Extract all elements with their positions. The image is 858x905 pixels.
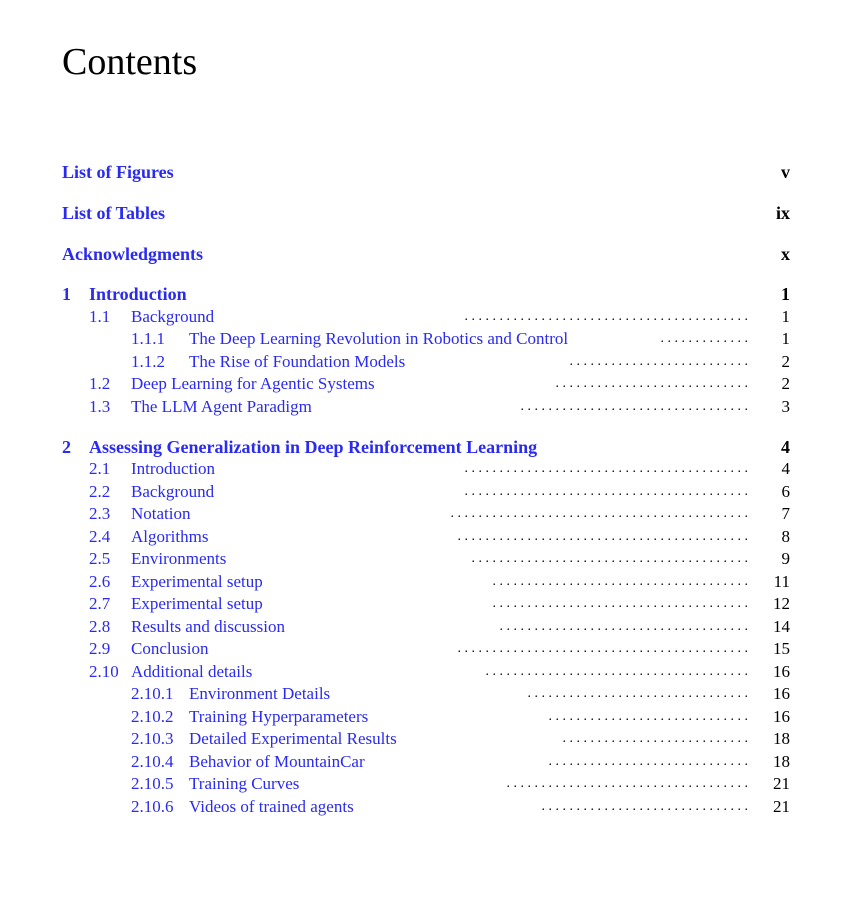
toc-entry-number[interactable]: 2.5 — [89, 549, 111, 568]
leader-dots: . . . . . . . . . . . . . . . . . . . . . . . . . . . . . . . . — [527, 686, 748, 701]
toc-entry-page: 2 — [781, 352, 790, 371]
toc-entry-number[interactable]: 2.2 — [89, 482, 111, 501]
toc-entry-page: x — [781, 244, 790, 264]
toc-entry-number[interactable]: 2.10.5 — [131, 774, 174, 793]
toc-entry-number[interactable]: 2.9 — [89, 639, 111, 658]
toc-entry-title[interactable]: Experimental setup — [131, 594, 263, 613]
toc-entry-number[interactable]: 2.4 — [89, 527, 111, 546]
toc-entry-page: 15 — [773, 639, 790, 658]
toc-entry[interactable] — [0, 202, 858, 224]
toc-entry-number[interactable]: 2.10.2 — [131, 707, 174, 726]
toc-entry[interactable] — [0, 728, 858, 750]
toc-entry-title[interactable]: Notation — [131, 504, 191, 523]
toc-entry-page: 18 — [773, 729, 790, 748]
toc-entry[interactable] — [0, 571, 858, 593]
toc-entry-page: 14 — [773, 617, 790, 636]
toc-entry-title[interactable]: Acknowledgments — [62, 244, 204, 264]
toc-entry-number[interactable]: 2.7 — [89, 594, 111, 613]
toc-entry[interactable] — [0, 328, 858, 350]
leader-dots: . . . . . . . . . . . . . . . . . . . . . . . . . . . . . . . . . . . . . . . . . . . — [450, 506, 748, 521]
leader-dots: . . . . . . . . . . . . . . . . . . . . . . . . . . . . . . — [541, 799, 748, 814]
toc-entry-title[interactable]: Training Curves — [189, 774, 300, 793]
leader-dots: . . . . . . . . . . . . . . . . . . . . . . . . . . . . . . . . . . . — [506, 776, 748, 791]
toc-entry-number[interactable]: 1.2 — [89, 374, 111, 393]
toc-entry-title[interactable]: Introduction — [131, 459, 216, 478]
toc-entry-page: 7 — [781, 504, 790, 523]
toc-entry[interactable] — [0, 243, 858, 265]
toc-entry-number[interactable]: 1.1 — [89, 307, 111, 326]
toc-entry-title[interactable]: The LLM Agent Paradigm — [131, 397, 312, 416]
toc-entry-page: 12 — [773, 594, 790, 613]
toc-entry-page: 21 — [773, 774, 790, 793]
toc-entry[interactable] — [0, 161, 858, 183]
toc-entry-title[interactable]: Additional details — [131, 662, 253, 681]
toc-entry-title[interactable]: Training Hyperparameters — [189, 707, 369, 726]
toc-entry[interactable] — [0, 796, 858, 818]
leader-dots: . . . . . . . . . . . . . . . . . . . . . . . . . . . . . . . . . . . . . . . . — [471, 551, 748, 566]
toc-entry-page: 18 — [773, 752, 790, 771]
toc-entry-page: ix — [775, 203, 790, 223]
leader-dots: . . . . . . . . . . . . . . . . . . . . . . . . . . . . . . . . . . . . . . . . . — [464, 461, 748, 476]
toc-entry-number[interactable]: 2.10.3 — [131, 729, 174, 748]
toc-entry-page: 1 — [781, 307, 790, 326]
toc-entry-number[interactable]: 2.10.1 — [131, 684, 174, 703]
toc-entry-page: 16 — [773, 707, 790, 726]
toc-entry-title[interactable]: Conclusion — [131, 639, 209, 658]
leader-dots: . . . . . . . . . . . . . . . . . . . . . . . . . . . . . . . . . . . . . . . . . — [464, 484, 748, 499]
leader-dots: . . . . . . . . . . . . . . . . . . . . . . . . . . . . . — [548, 754, 748, 769]
toc-entry[interactable] — [0, 526, 858, 548]
toc-entry-page: 1 — [781, 329, 790, 348]
toc-entry-title[interactable]: The Deep Learning Revolution in Robotics and Control — [189, 329, 569, 348]
toc-entry-number[interactable]: 2.1 — [89, 459, 111, 478]
toc-entry-title[interactable]: Background — [131, 307, 215, 326]
toc-entry-number[interactable]: 2.10.4 — [131, 752, 174, 771]
toc-entry-number[interactable]: 2.6 — [89, 572, 111, 591]
toc-entry-title[interactable]: Behavior of MountainCar — [189, 752, 365, 771]
toc-entry[interactable] — [0, 638, 858, 660]
toc-entry-title[interactable]: List of Figures — [62, 162, 174, 182]
toc-entry-page: 21 — [773, 797, 790, 816]
leader-dots: . . . . . . . . . . . . . . . . . . . . . . . . . . . . . . . . . — [520, 399, 748, 414]
toc-entry-page: 6 — [781, 482, 790, 501]
toc-entry-title[interactable]: Environment Details — [189, 684, 331, 703]
toc-entry-title[interactable]: The Rise of Foundation Models — [189, 352, 406, 371]
toc-entry-number[interactable]: 2.10.6 — [131, 797, 174, 816]
toc-entry[interactable] — [0, 593, 858, 615]
toc-entry[interactable] — [0, 751, 858, 773]
toc-entry[interactable] — [0, 351, 858, 373]
leader-dots: . . . . . . . . . . . . . . . . . . . . . . . . . . . . . . . . . . . . . . . . . . — [457, 641, 748, 656]
toc-entry-title[interactable]: Experimental setup — [131, 572, 263, 591]
toc-entry-number[interactable]: 2 — [62, 437, 71, 457]
toc-entry-page: 4 — [781, 437, 790, 457]
leader-dots: . . . . . . . . . . . . . . . . . . . . . . . . . . . . — [555, 376, 748, 391]
toc-entry-page: 1 — [781, 284, 790, 304]
leader-dots: . . . . . . . . . . . . . . . . . . . . . . . . . . . . . . . . . . . . . . — [485, 664, 748, 679]
toc-entry[interactable] — [0, 306, 858, 328]
toc-entry-page: 3 — [781, 397, 790, 416]
toc-entry-number[interactable]: 2.8 — [89, 617, 111, 636]
toc-entry-title[interactable]: List of Tables — [62, 203, 166, 223]
toc-entry[interactable] — [0, 548, 858, 570]
toc-entry-page: v — [781, 162, 790, 182]
page-title: Contents — [62, 41, 198, 83]
leader-dots: . . . . . . . . . . . . . . . . . . . . . . . . . . . . . . . . . . . . . — [492, 574, 748, 589]
leader-dots: . . . . . . . . . . . . . . . . . . . . . . . . . . . . . . . . . . . . — [499, 619, 748, 634]
toc-entry-page: 9 — [781, 549, 790, 568]
toc-entry-title[interactable]: Environments — [131, 549, 227, 568]
toc-entry[interactable] — [0, 458, 858, 480]
toc-entry-number[interactable]: 2.10 — [89, 662, 119, 681]
toc-entry-title[interactable]: Results and discussion — [131, 617, 285, 636]
leader-dots: . . . . . . . . . . . . . . . . . . . . . . . . . . — [569, 354, 748, 369]
leader-dots: . . . . . . . . . . . . . . . . . . . . . . . . . . . . . . . . . . . . . . . . . . — [457, 529, 748, 544]
toc-entry-page: 11 — [773, 572, 790, 591]
leader-dots: . . . . . . . . . . . . . . . . . . . . . . . . . . . . . — [548, 709, 748, 724]
toc-entry[interactable] — [0, 616, 858, 638]
toc-entry-number[interactable]: 1.3 — [89, 397, 111, 416]
toc-entry-title[interactable]: Algorithms — [131, 527, 209, 546]
toc-entry[interactable] — [0, 683, 858, 705]
toc-entry-title[interactable]: Background — [131, 482, 215, 501]
toc-entry-title[interactable]: Detailed Experimental Results — [189, 729, 397, 748]
leader-dots: . . . . . . . . . . . . . . . . . . . . . . . . . . . . . . . . . . . . . . . . . — [464, 309, 748, 324]
toc-entry-page: 16 — [773, 662, 790, 681]
toc-entry-page: 8 — [781, 527, 790, 546]
toc-entry-page: 4 — [781, 459, 790, 478]
toc-entry[interactable] — [0, 773, 858, 795]
toc-entry-number[interactable]: 1 — [62, 284, 71, 304]
toc-entry-page: 2 — [781, 374, 790, 393]
leader-dots: . . . . . . . . . . . . . . . . . . . . . . . . . . . . . . . . . . . . . — [492, 596, 748, 611]
toc-entry[interactable] — [0, 481, 858, 503]
toc-entry[interactable] — [0, 706, 858, 728]
toc-entry-title[interactable]: Videos of trained agents — [189, 797, 354, 816]
toc-entry[interactable] — [0, 373, 858, 395]
toc-entry-number[interactable]: 2.3 — [89, 504, 111, 523]
toc-entry[interactable] — [0, 661, 858, 683]
toc-entry-title[interactable]: Assessing Generalization in Deep Reinforcement Learning — [89, 437, 538, 457]
toc-entry[interactable] — [0, 396, 858, 418]
toc-entry[interactable] — [0, 283, 858, 305]
toc-entry-number[interactable]: 1.1.2 — [131, 352, 165, 371]
toc-entry-title[interactable]: Introduction — [89, 284, 187, 304]
toc-entry-number[interactable]: 1.1.1 — [131, 329, 165, 348]
toc-entry-page: 16 — [773, 684, 790, 703]
leader-dots: . . . . . . . . . . . . . . . . . . . . . . . . . . . — [562, 731, 748, 746]
toc-entry[interactable] — [0, 503, 858, 525]
toc-entry[interactable] — [0, 436, 858, 458]
toc-entry-title[interactable]: Deep Learning for Agentic Systems — [131, 374, 375, 393]
leader-dots: . . . . . . . . . . . . . — [660, 331, 748, 346]
